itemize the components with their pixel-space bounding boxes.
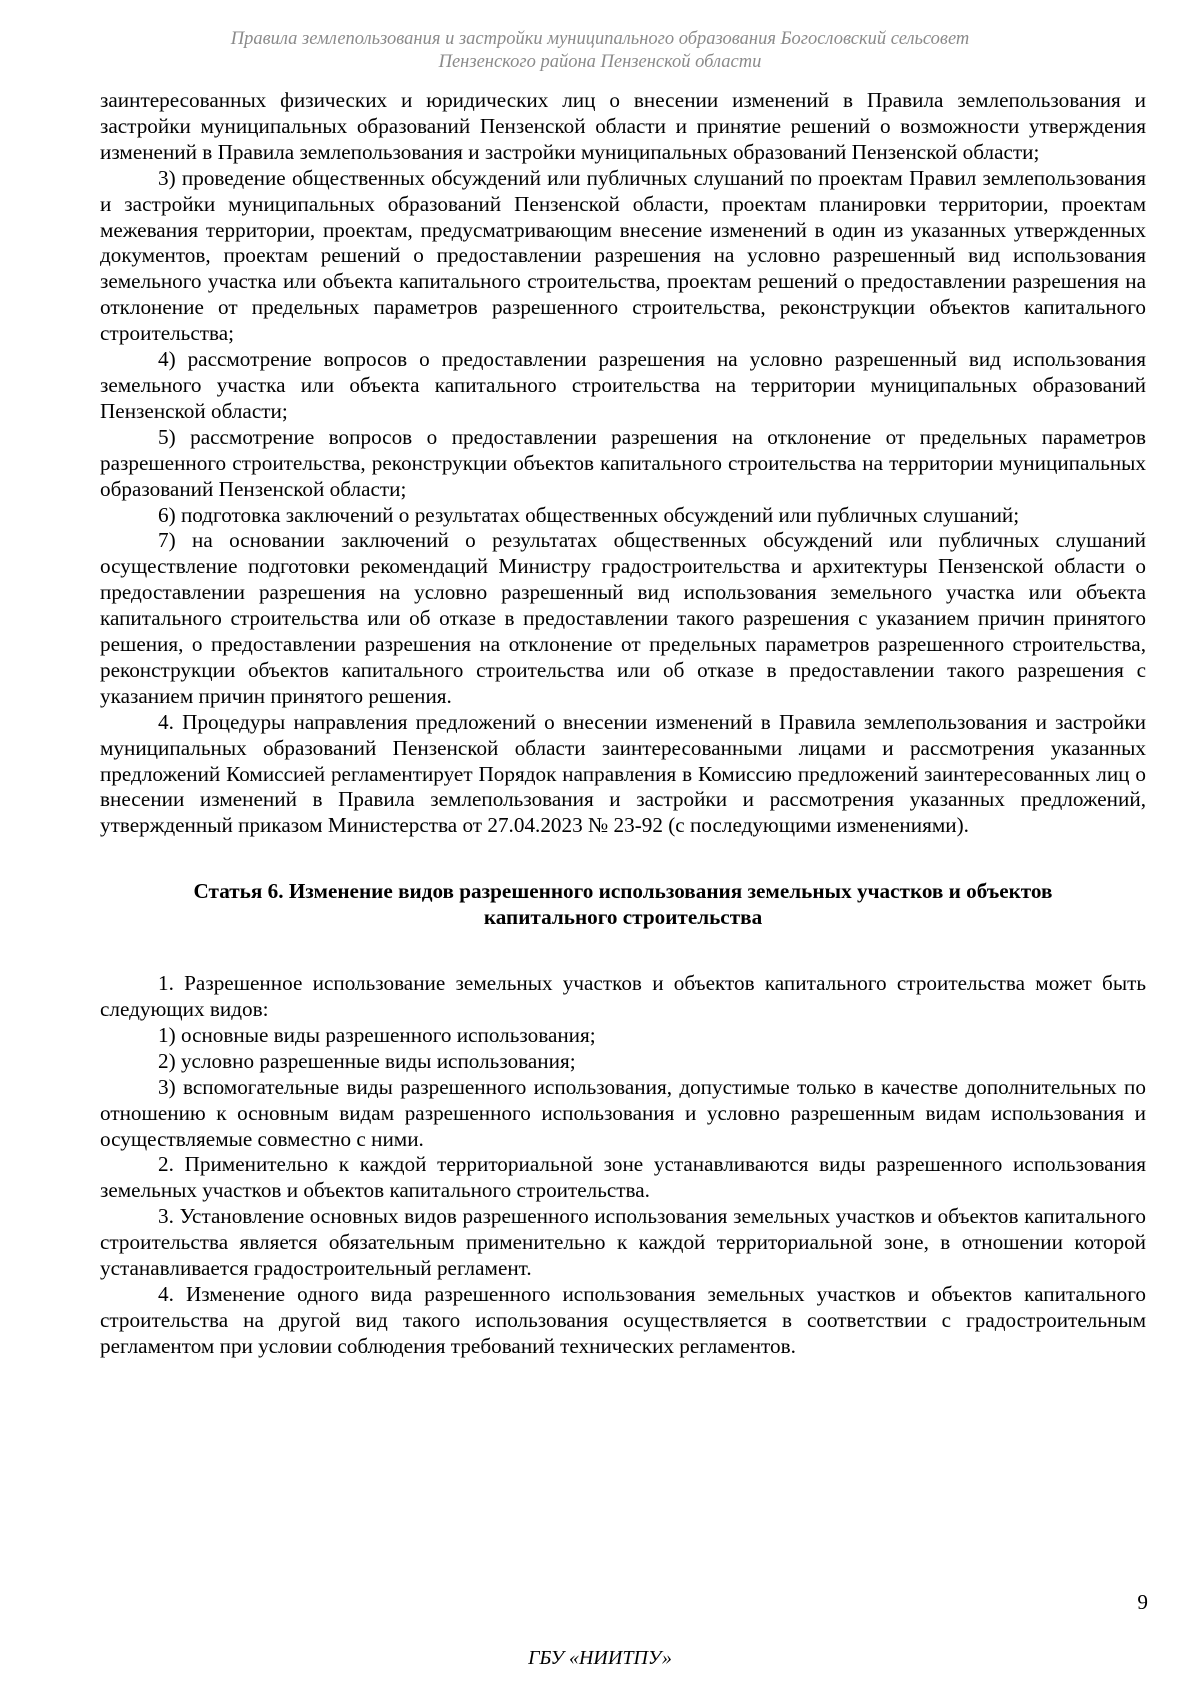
paragraph-clause-4: 4. Процедуры направления предложений о внесении изменений в Правила землепользования и застройки муниципальных образований Пензенской области заинтересованными лицами и рассмотрения указанных предложений Комиссией регламентирует Порядок направления в Комиссию предложений заинтересованных лиц о внесении изменений в Правила землепользования и застройки и рассмотрения указанных предложений, утвержденный приказом Министерства от 27.04.2023 № 23-92 (с последующими изменениями). <box>100 709 1146 838</box>
paragraph-article6-clause-2: 2. Применительно к каждой территориальной зоне устанавливаются виды разрешенного использования земельных участков и объектов капитального строительства. <box>100 1152 1146 1203</box>
paragraph-item-5: 5) рассмотрение вопросов о предоставлении разрешения на отклонение от предельных параметров разрешенного строительства, реконструкции объектов капитального строительства на территории муниципальных образований Пензенской области; <box>100 424 1146 501</box>
article-title <box>100 879 1146 931</box>
paragraph-article6-clause-1: 1. Разрешенное использование земельных участков и объектов капитального строительства может быть следующих видов: <box>100 971 1146 1021</box>
paragraph-item-6: 6) подготовка заключений о результатах общественных обсуждений или публичных слушаний; <box>158 502 1020 527</box>
paragraph-article6-item-3: 3) вспомогательные виды разрешенного использования, допустимые только в качестве дополнительных по отношению к основным видам разрешенного использования и условно разрешенным видам использования и осуществляемые совместно с ними. <box>100 1074 1146 1151</box>
running-footer: ГБУ «НИИТПУ» <box>528 1647 672 1669</box>
running-header-line-1: Правила землепользования и застройки муниципального образования Богословский сельсовет <box>230 29 970 49</box>
paragraph-item-4: 4) рассмотрение вопросов о предоставлении разрешения на условно разрешенный вид использования земельного участка или объекта капитального строительства на территории муниципальных образований Пензенской области; <box>100 347 1146 423</box>
page-number: 9 <box>1137 1590 1148 1614</box>
paragraph-article6-clause-4: 4. Изменение одного вида разрешенного использования земельных участков и объектов капитального строительства на другой вид такого использования осуществляется в соответствии с градостроительным регламентом при условии соблюдения требований технических регламентов. <box>100 1281 1146 1358</box>
paragraph-article6-clause-3: 3. Установление основных видов разрешенного использования земельных участков и объектов капитального строительства является обязательным применительно к каждой территориальной зоне, в отношении которой устанавливается градостроительный регламент. <box>100 1204 1146 1281</box>
running-header <box>150 28 1050 74</box>
paragraph-item-3: 3) проведение общественных обсуждений или публичных слушаний по проектам Правил землепользования и застройки муниципальных образований Пензенской области, проектам планировки территории, проектам межевания территории, проектам, предусматривающим внесение изменений в один из указанных утвержденных документов, проектам решений о предоставлении разрешения на условно разрешенный вид использования земельного участка или объекта капитального строительства, проектам решений о предоставлении разрешения на отклонение от предельных параметров разрешенного строительства, реконструкции объектов капитального строительства; <box>100 165 1146 346</box>
running-header-line-2: Пензенского района Пензенской области <box>438 52 762 72</box>
paragraph-article6-item-1: 1) основные виды разрешенного использования; <box>158 1022 596 1047</box>
article-title-line-1: Статья 6. Изменение видов разрешенного использования земельных участков и объектов <box>193 879 1053 904</box>
paragraph-article6-item-2: 2) условно разрешенные виды использования; <box>158 1048 576 1073</box>
article-title-line-2: капитального строительства <box>483 905 763 930</box>
paragraph-continued: заинтересованных физических и юридических лиц о внесении изменений в Правила землепользования и застройки муниципальных образований Пензенской области и принятие решений о возможности утверждения изменений в Правила землепользования и застройки муниципальных образований Пензенской области; <box>100 88 1146 164</box>
paragraph-item-7: 7) на основании заключений о результатах общественных обсуждений или публичных слушаний осуществление подготовки рекомендаций Министру градостроительства и архитектуры Пензенской области о предоставлении разрешения на условно разрешенный вид использования земельного участка или объекта капитального строительства или об отказе в предоставлении такого разрешения с указанием причин принятого решения, о предоставлении разрешения на отклонение от предельных параметров разрешенного строительства, реконструкции объектов капитального строительства или об отказе в предоставлении такого разрешения с указанием причин принятого решения. <box>100 528 1146 708</box>
document-body <box>100 88 1146 1360</box>
